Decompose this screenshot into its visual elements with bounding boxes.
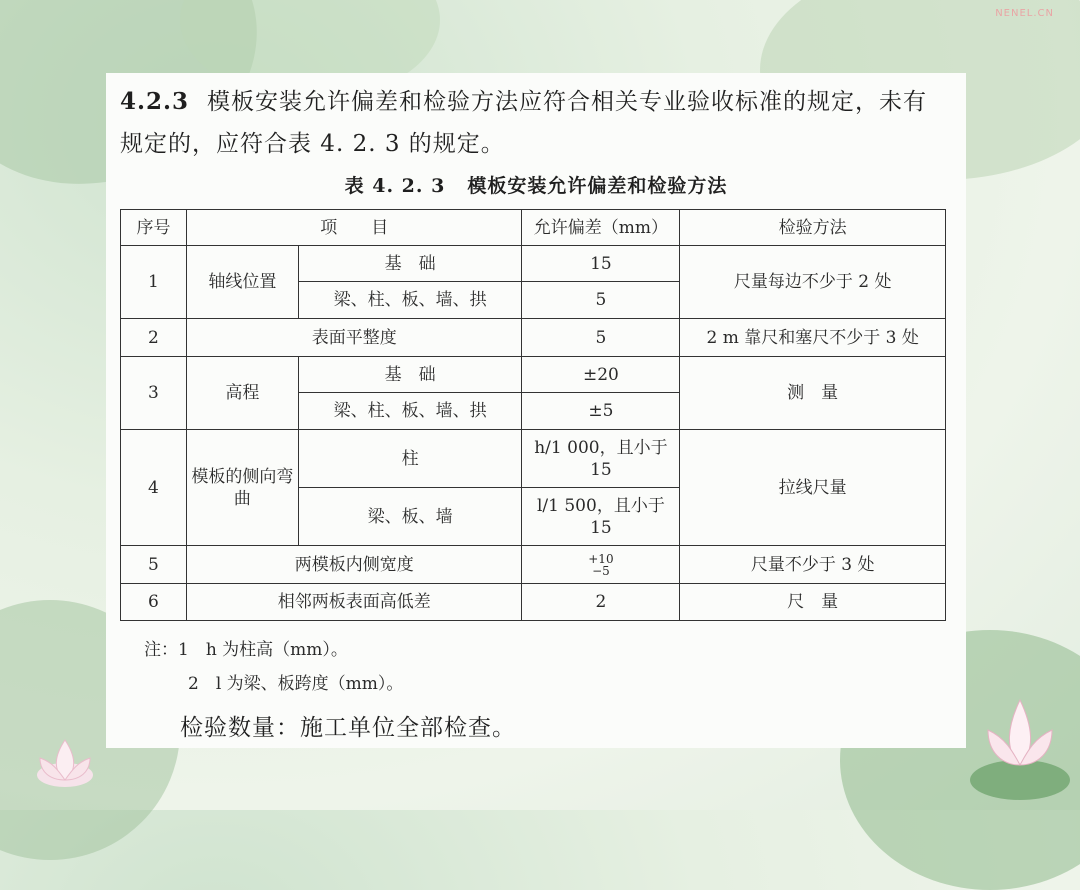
notes-label: 注： bbox=[144, 640, 178, 660]
lotus-flower-right-icon bbox=[960, 680, 1080, 810]
table-row bbox=[121, 246, 946, 282]
table-row bbox=[121, 546, 946, 584]
method-cell: 拉线尺量 bbox=[680, 430, 946, 546]
item-sub: 梁、柱、板、墙、拱 bbox=[298, 393, 522, 430]
row-number: 2 bbox=[121, 319, 187, 357]
tolerance-value: 2 bbox=[522, 584, 680, 621]
table-row bbox=[121, 319, 946, 357]
item-sub: 梁、柱、板、墙、拱 bbox=[298, 282, 522, 319]
item-cell: 相邻两板表面高低差 bbox=[186, 584, 522, 621]
header-item: 项 目 bbox=[186, 210, 522, 246]
item-sub: 基 础 bbox=[298, 357, 522, 393]
tolerance-minus: −5 bbox=[592, 563, 610, 578]
table-header-row bbox=[121, 210, 946, 246]
header-method: 检验方法 bbox=[680, 210, 946, 246]
tolerance-value bbox=[522, 546, 680, 584]
item-group: 高程 bbox=[186, 357, 298, 430]
inspection-quantity: 检验数量：施工单位全部检查。 bbox=[180, 715, 516, 741]
tolerance-value: 5 bbox=[522, 319, 680, 357]
table-caption bbox=[106, 171, 966, 198]
tolerance-value: h/1 000，且小于 15 bbox=[522, 430, 680, 488]
header-index: 序号 bbox=[121, 210, 187, 246]
method-cell: 尺 量 bbox=[680, 584, 946, 621]
clause-heading bbox=[120, 81, 950, 165]
lotus-flower-left-icon bbox=[10, 720, 120, 800]
item-sub: 柱 bbox=[298, 430, 522, 488]
tolerance-fraction bbox=[588, 553, 613, 577]
table-row bbox=[121, 584, 946, 621]
item-sub: 梁、板、墙 bbox=[298, 488, 522, 546]
watermark-logo: NENEL.CN bbox=[995, 8, 1054, 19]
item-sub: 基 础 bbox=[298, 246, 522, 282]
note-item: 2 l 为梁、板跨度（mm）。 bbox=[188, 674, 404, 694]
tolerance-value: 5 bbox=[522, 282, 680, 319]
table-title: 模板安装允许偏差和检验方法 bbox=[467, 175, 728, 197]
row-number: 6 bbox=[121, 584, 187, 621]
method-cell: 测 量 bbox=[680, 357, 946, 430]
note-item: 1 h 为柱高（mm）。 bbox=[178, 640, 348, 660]
header-tolerance: 允许偏差（mm） bbox=[522, 210, 680, 246]
tolerance-plus: +10 bbox=[588, 551, 614, 566]
tolerance-value: 15 bbox=[522, 246, 680, 282]
table-notes bbox=[144, 633, 403, 701]
method-cell: 尺量不少于 3 处 bbox=[680, 546, 946, 584]
row-number: 1 bbox=[121, 246, 187, 319]
tolerance-value: l/1 500，且小于 15 bbox=[522, 488, 680, 546]
clause-number: 4.2.3 bbox=[120, 88, 190, 115]
method-cell: 2 m 靠尺和塞尺不少于 3 处 bbox=[680, 319, 946, 357]
method-cell: 尺量每边不少于 2 处 bbox=[680, 246, 946, 319]
row-number: 3 bbox=[121, 357, 187, 430]
table-row bbox=[121, 357, 946, 393]
row-number: 4 bbox=[121, 430, 187, 546]
item-cell: 两模板内侧宽度 bbox=[186, 546, 522, 584]
item-cell: 表面平整度 bbox=[186, 319, 522, 357]
row-number: 5 bbox=[121, 546, 187, 584]
document-page bbox=[106, 73, 966, 748]
table-row bbox=[121, 430, 946, 488]
item-group: 模板的侧向弯曲 bbox=[186, 430, 298, 546]
table-number: 表 4. 2. 3 bbox=[344, 175, 446, 197]
item-group: 轴线位置 bbox=[186, 246, 298, 319]
tolerance-table bbox=[120, 209, 946, 621]
clause-text: 模板安装允许偏差和检验方法应符合相关专业验收标准的规定，未有规定的，应符合表 4. 2. 3 的规定。 bbox=[120, 89, 928, 157]
tolerance-value: ±5 bbox=[522, 393, 680, 430]
tolerance-value: ±20 bbox=[522, 357, 680, 393]
